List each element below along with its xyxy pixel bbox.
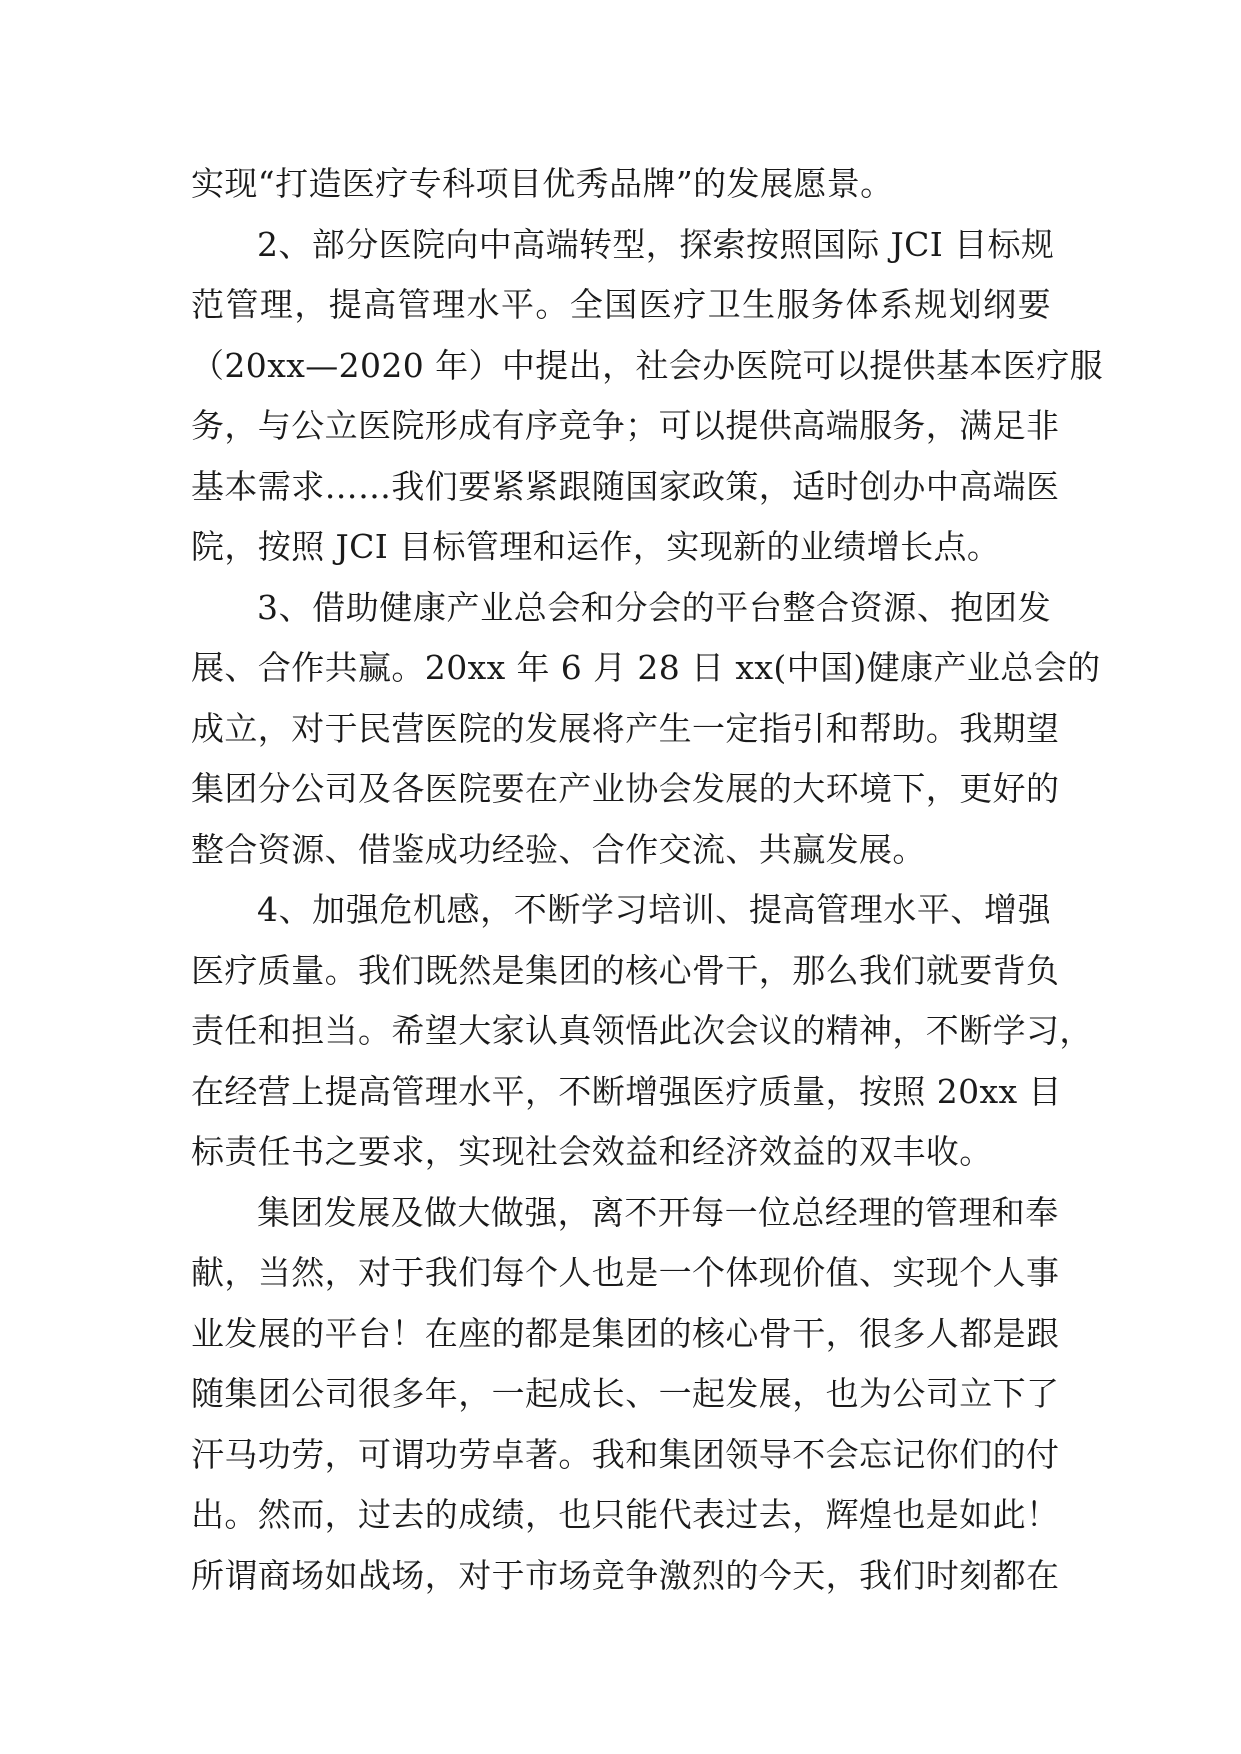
text-line: 出。然而，过去的成绩，也只能代表过去，辉煌也是如此！ [191, 1495, 1060, 1534]
text-line: 基本需求……我们要紧紧跟随国家政策，适时创办中高端医 [191, 466, 1060, 506]
paragraph-2-start: 2、部分医院向中高端转型，探索按照国际 JCI 目标规 [257, 224, 1055, 264]
text-line: 务，与公立医院形成有序竞争；可以提供高端服务，满足非 [191, 406, 1060, 445]
text-line: 业发展的平台！在座的都是集团的核心骨干，很多人都是跟 [191, 1313, 1060, 1353]
text-line: 集团分公司及各医院要在产业协会发展的大环境下，更好的 [191, 769, 1060, 808]
text-line: 随集团公司很多年，一起成长、一起发展，也为公司立下了 [191, 1374, 1060, 1413]
text-line: 实现“打造医疗专科项目优秀品牌”的发展愿景。 [191, 164, 894, 203]
text-line: （20xx—2020 年）中提出，社会办医院可以提供基本医疗服 [191, 345, 1104, 385]
document-body [191, 154, 1104, 1606]
paragraph-5-start: 集团发展及做大做强，离不开每一位总经理的管理和奉 [257, 1192, 1059, 1232]
text-line: 责任和担当。希望大家认真领悟此次会议的精神，不断学习， [191, 1011, 1093, 1050]
text-line: 展、合作共赢。20xx 年 6 月 28 日 xx(中国)健康产业总会的 [191, 648, 1101, 687]
paragraph-4-start: 4、加强危机感，不断学习培训、提高管理水平、增强 [257, 890, 1051, 929]
text-line: 医疗质量。我们既然是集团的核心骨干，那么我们就要背负 [191, 950, 1060, 990]
text-line: 成立，对于民营医院的发展将产生一定指引和帮助。我期望 [191, 708, 1060, 748]
text-line: 所谓商场如战场，对于市场竞争激烈的今天，我们时刻都在 [191, 1555, 1060, 1595]
text-line: 献，当然，对于我们每个人也是一个体现价值、实现个人事 [191, 1253, 1060, 1292]
text-line: 院，按照 JCI 目标管理和运作，实现新的业绩增长点。 [191, 527, 1001, 566]
text-line: 整合资源、借鉴成功经验、合作交流、共赢发展。 [191, 829, 926, 869]
paragraph-3-start: 3、借助健康产业总会和分会的平台整合资源、抱团发 [257, 587, 1051, 627]
text-line: 标责任书之要求，实现社会效益和经济效益的双丰收。 [191, 1132, 993, 1171]
text-line: 在经营上提高管理水平，不断增强医疗质量，按照 20xx 目 [191, 1071, 1062, 1111]
text-line: 范管理，提高管理水平。全国医疗卫生服务体系规划纲要 [191, 285, 1051, 324]
text-line: 汗马功劳，可谓功劳卓著。我和集团领导不会忘记你们的付 [191, 1434, 1060, 1474]
